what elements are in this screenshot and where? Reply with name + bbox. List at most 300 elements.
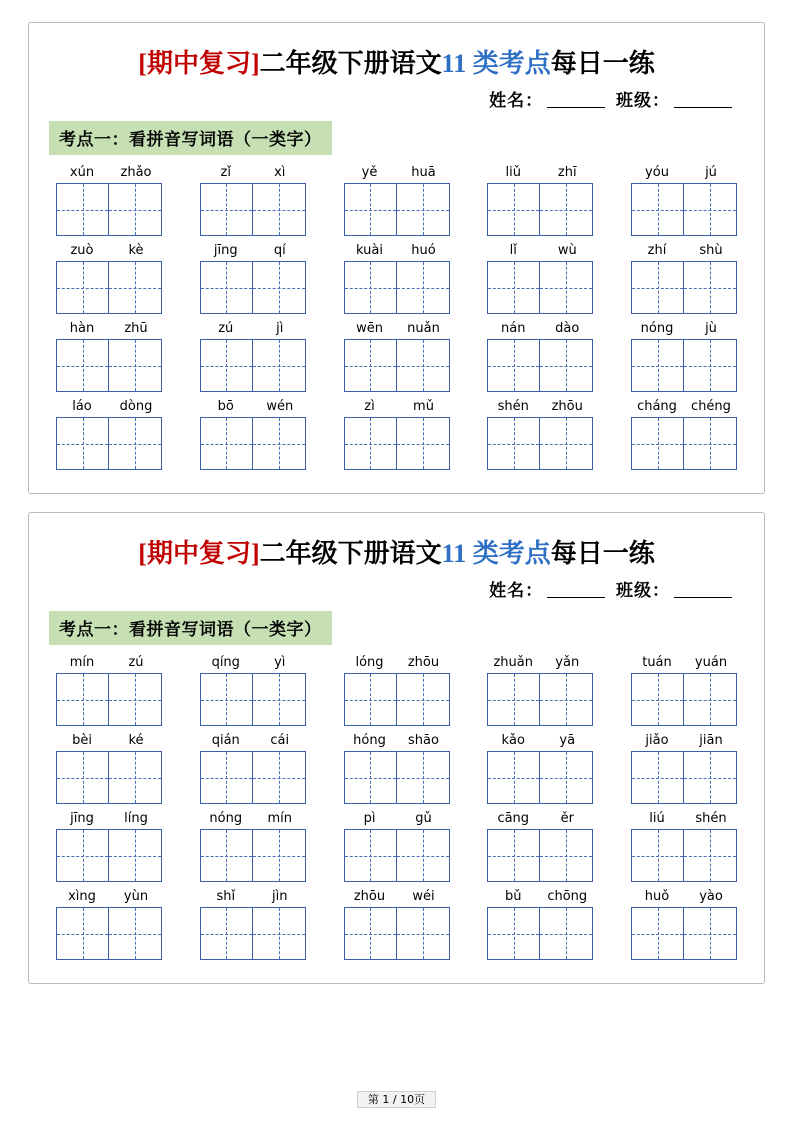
writing-boxes[interactable] [631,907,737,960]
writing-boxes[interactable] [200,751,306,804]
pinyin-syllable: yùn [123,889,149,904]
word-group [199,165,307,236]
tianzige-cell[interactable] [397,829,450,882]
student-info-row-1 [47,86,736,111]
pinyin-row [47,733,746,804]
tianzige-cell[interactable] [56,417,109,470]
writing-boxes[interactable] [487,751,593,804]
tianzige-cell[interactable] [540,907,593,960]
pinyin-syllable: liú [649,811,665,826]
pinyin-syllable: xì [274,165,286,180]
word-group [630,321,738,392]
tianzige-cell[interactable] [397,751,450,804]
pinyin-syllable: zhōu [551,399,583,414]
pinyin-pair [486,733,594,751]
tianzige-cell[interactable] [253,751,306,804]
pinyin-syllable: nóng [209,811,243,826]
pinyin-pair [199,321,307,339]
pinyin-syllable: zhōu [407,655,440,670]
pinyin-pair [199,243,307,261]
tianzige-cell[interactable] [109,261,162,314]
pinyin-syllable: zhuǎn [493,655,533,670]
title-main-second: 每日一练 [550,539,655,569]
tianzige-cell[interactable] [684,751,737,804]
tianzige-cell[interactable] [540,339,593,392]
writing-boxes[interactable] [631,751,737,804]
pinyin-syllable: jú [705,165,717,180]
tianzige-cell[interactable] [109,339,162,392]
tianzige-cell[interactable] [631,907,684,960]
writing-boxes[interactable] [200,673,306,726]
word-group [486,321,594,392]
pinyin-pair [199,733,307,751]
writing-boxes[interactable] [631,829,737,882]
pinyin-syllable: mín [267,811,292,826]
writing-boxes[interactable] [56,751,162,804]
tianzige-cell[interactable] [397,907,450,960]
word-group [199,321,307,392]
word-group [486,399,594,470]
word-group [199,399,307,470]
pinyin-syllable: nuǎn [407,321,440,336]
writing-boxes[interactable] [56,673,162,726]
tianzige-cell[interactable] [540,261,593,314]
pinyin-syllable: zǐ [220,165,231,180]
name-label: 姓名： [489,581,544,601]
page-title-1 [47,43,746,80]
tianzige-cell[interactable] [684,673,737,726]
pinyin-syllable: chōng [547,889,588,904]
writing-boxes[interactable] [344,829,450,882]
tianzige-cell[interactable] [487,907,540,960]
worksheet-sheet-2 [28,512,765,984]
pinyin-syllable: dào [555,321,580,336]
tianzige-cell[interactable] [397,339,450,392]
pinyin-syllable: cái [270,733,290,748]
pinyin-syllable: yě [361,165,378,180]
writing-boxes[interactable] [344,417,450,470]
word-group [343,321,451,392]
tianzige-cell[interactable] [253,673,306,726]
pinyin-row [47,811,746,882]
pinyin-syllable: wēn [356,321,383,336]
title-accent: 11 类考点 [441,49,551,78]
tianzige-cell[interactable] [684,829,737,882]
writing-boxes[interactable] [631,673,737,726]
tianzige-cell[interactable] [487,339,540,392]
word-group [199,889,307,960]
writing-boxes[interactable] [487,261,593,314]
pinyin-row [47,655,746,726]
word-group [199,811,307,882]
tianzige-cell[interactable] [56,183,109,236]
writing-boxes[interactable] [631,417,737,470]
tianzige-cell[interactable] [540,751,593,804]
pinyin-syllable: kǎo [501,733,525,748]
pinyin-syllable: zhǎo [120,165,152,180]
word-group [630,811,738,882]
pinyin-syllable: líng [124,811,148,826]
word-group [486,243,594,314]
name-input-blank[interactable] [547,597,605,598]
pinyin-syllable: shén [497,399,529,414]
writing-boxes[interactable] [200,183,306,236]
pinyin-pair [486,889,594,907]
title-main-first: 二年级下册语文 [259,49,442,79]
name-label: 姓名： [489,91,544,111]
tianzige-cell[interactable] [487,417,540,470]
tianzige-cell[interactable] [631,339,684,392]
pinyin-pair [199,165,307,183]
tianzige-cell[interactable] [397,417,450,470]
pinyin-pair [630,733,738,751]
pinyin-pair [199,399,307,417]
tianzige-cell[interactable] [200,261,253,314]
pinyin-pair [343,889,451,907]
class-label: 班级： [616,581,670,601]
tianzige-cell[interactable] [540,673,593,726]
writing-boxes[interactable] [631,261,737,314]
tianzige-cell[interactable] [540,183,593,236]
student-info-row-2 [47,576,736,601]
word-group [486,811,594,882]
pinyin-syllable: nán [501,321,526,336]
pinyin-pair [343,321,451,339]
writing-boxes[interactable] [200,339,306,392]
tianzige-cell[interactable] [397,673,450,726]
pinyin-pair [55,321,163,339]
writing-boxes[interactable] [56,261,162,314]
pinyin-syllable: liǔ [505,165,521,180]
tianzige-cell[interactable] [487,829,540,882]
pinyin-pair [55,889,163,907]
pinyin-syllable: wén [266,399,294,414]
tianzige-cell[interactable] [200,673,253,726]
section-heading-1: 考点一：看拼音写词语（一类字） [49,121,332,155]
page-number-label: 第 1 / 10页 [357,1091,436,1108]
writing-boxes[interactable] [56,183,162,236]
writing-boxes[interactable] [344,183,450,236]
pinyin-syllable: lǐ [509,243,517,258]
pinyin-syllable: yǎn [555,655,580,670]
pinyin-pair [55,165,163,183]
class-input-blank[interactable] [674,107,732,108]
pinyin-syllable: lóng [355,655,384,670]
writing-boxes[interactable] [487,829,593,882]
tianzige-cell[interactable] [56,339,109,392]
pinyin-syllable: láo [72,399,92,414]
pinyin-syllable: shén [695,811,727,826]
tianzige-cell[interactable] [684,183,737,236]
pinyin-pair [630,655,738,673]
pinyin-pair [199,655,307,673]
tianzige-cell[interactable] [684,339,737,392]
tianzige-cell[interactable] [487,261,540,314]
word-group [630,655,738,726]
tianzige-cell[interactable] [344,907,397,960]
pinyin-pair [55,399,163,417]
pinyin-syllable: jīng [70,811,94,826]
pinyin-pair [199,811,307,829]
writing-boxes[interactable] [200,261,306,314]
pinyin-row [47,243,746,314]
pinyin-syllable: huǒ [644,889,670,904]
tianzige-cell[interactable] [344,261,397,314]
pinyin-syllable: wéi [412,889,435,904]
pinyin-pair [486,243,594,261]
tianzige-cell[interactable] [253,339,306,392]
writing-boxes[interactable] [56,907,162,960]
word-group [55,811,163,882]
pinyin-syllable: kuài [356,243,383,258]
tianzige-cell[interactable] [631,751,684,804]
pinyin-syllable: zuò [70,243,94,258]
tianzige-cell[interactable] [56,907,109,960]
title-main-first: 二年级下册语文 [259,539,442,569]
writing-boxes[interactable] [631,339,737,392]
tianzige-cell[interactable] [631,261,684,314]
word-group [630,889,738,960]
pinyin-pair [55,655,163,673]
pinyin-syllable: shāo [408,733,439,748]
tianzige-cell[interactable] [631,417,684,470]
tianzige-cell[interactable] [344,751,397,804]
pinyin-syllable: gǔ [415,811,432,826]
pinyin-pair [630,243,738,261]
pinyin-syllable: shǐ [216,889,236,904]
pinyin-pair [55,811,163,829]
pinyin-syllable: zú [128,655,144,670]
pinyin-syllable: zhī [557,165,577,180]
pinyin-syllable: nóng [640,321,674,336]
tianzige-cell[interactable] [109,417,162,470]
tianzige-cell[interactable] [253,417,306,470]
tianzige-cell[interactable] [344,339,397,392]
pinyin-syllable: jīng [213,243,238,258]
pinyin-row [47,321,746,392]
word-group [55,655,163,726]
word-group [343,733,451,804]
tianzige-cell[interactable] [487,751,540,804]
pinyin-syllable: kè [128,243,144,258]
writing-boxes[interactable] [344,261,450,314]
tianzige-cell[interactable] [253,829,306,882]
pinyin-pair [343,811,451,829]
word-group [630,733,738,804]
tianzige-cell[interactable] [253,183,306,236]
tianzige-cell[interactable] [200,907,253,960]
word-group [486,733,594,804]
tianzige-cell[interactable] [200,183,253,236]
pinyin-syllable: hàn [69,321,95,336]
title-prefix: [期中复习] [138,49,260,78]
word-group [343,399,451,470]
tianzige-cell[interactable] [540,417,593,470]
word-group [486,889,594,960]
pinyin-syllable: jì [276,321,284,336]
pinyin-syllable: jù [705,321,717,336]
word-group [343,243,451,314]
tianzige-cell[interactable] [56,673,109,726]
pinyin-syllable: bǔ [505,889,522,904]
tianzige-cell[interactable] [631,183,684,236]
tianzige-cell[interactable] [540,829,593,882]
pinyin-pair [199,889,307,907]
tianzige-cell[interactable] [56,261,109,314]
page-title-2 [47,533,746,570]
pinyin-syllable: shù [699,243,723,258]
tianzige-cell[interactable] [56,751,109,804]
title-main-second: 每日一练 [550,49,655,79]
tianzige-cell[interactable] [631,829,684,882]
tianzige-cell[interactable] [200,417,253,470]
writing-boxes[interactable] [344,907,450,960]
word-group [343,655,451,726]
pinyin-pair [343,243,451,261]
pinyin-grid-2 [47,655,746,960]
pinyin-syllable: qián [211,733,240,748]
worksheet-sheet-1 [28,22,765,494]
writing-boxes[interactable] [631,183,737,236]
tianzige-cell[interactable] [344,829,397,882]
pinyin-syllable: bō [217,399,234,414]
pinyin-syllable: wù [557,243,577,258]
pinyin-syllable: yuán [694,655,728,670]
word-group [343,889,451,960]
pinyin-pair [343,399,451,417]
section-heading-2: 考点一：看拼音写词语（一类字） [49,611,332,645]
tianzige-cell[interactable] [109,673,162,726]
writing-boxes[interactable] [200,417,306,470]
writing-boxes[interactable] [344,673,450,726]
pinyin-row [47,889,746,960]
tianzige-cell[interactable] [684,417,737,470]
name-input-blank[interactable] [547,107,605,108]
pinyin-syllable: ěr [560,811,574,826]
tianzige-cell[interactable] [684,907,737,960]
writing-boxes[interactable] [487,907,593,960]
tianzige-cell[interactable] [487,183,540,236]
writing-boxes[interactable] [487,673,593,726]
pinyin-syllable: ké [128,733,144,748]
page-footer [0,1090,793,1108]
pinyin-syllable: tuán [642,655,672,670]
tianzige-cell[interactable] [109,829,162,882]
tianzige-cell[interactable] [344,673,397,726]
word-group [199,733,307,804]
pinyin-syllable: zhí [647,243,667,258]
tianzige-cell[interactable] [253,261,306,314]
pinyin-syllable: xún [69,165,95,180]
pinyin-pair [630,321,738,339]
pinyin-syllable: chéng [691,399,731,414]
pinyin-syllable: pì [363,811,376,826]
tianzige-cell[interactable] [397,183,450,236]
word-group [199,243,307,314]
writing-boxes[interactable] [344,751,450,804]
pinyin-syllable: jiān [699,733,723,748]
pinyin-row [47,399,746,470]
pinyin-pair [486,655,594,673]
tianzige-cell[interactable] [109,183,162,236]
pinyin-syllable: dòng [119,399,153,414]
word-group [55,733,163,804]
pinyin-syllable: zì [364,399,375,414]
pinyin-pair [343,733,451,751]
pinyin-syllable: zú [218,321,234,336]
writing-boxes[interactable] [487,183,593,236]
pinyin-syllable: yì [274,655,286,670]
class-label: 班级： [616,91,670,111]
pinyin-pair [343,655,451,673]
pinyin-pair [486,399,594,417]
tianzige-cell[interactable] [200,339,253,392]
pinyin-syllable: zhōu [353,889,386,904]
pinyin-syllable: yóu [645,165,669,180]
tianzige-cell[interactable] [109,907,162,960]
tianzige-cell[interactable] [200,751,253,804]
pinyin-pair [486,811,594,829]
word-group [55,165,163,236]
tianzige-cell[interactable] [344,183,397,236]
writing-boxes[interactable] [56,339,162,392]
pinyin-syllable: jìn [272,889,288,904]
writing-boxes[interactable] [200,829,306,882]
writing-boxes[interactable] [344,339,450,392]
writing-boxes[interactable] [200,907,306,960]
title-accent: 11 类考点 [441,539,551,568]
tianzige-cell[interactable] [56,829,109,882]
tianzige-cell[interactable] [253,907,306,960]
pinyin-syllable: xìng [68,889,96,904]
word-group [630,243,738,314]
pinyin-syllable: zhū [124,321,148,336]
pinyin-pair [486,165,594,183]
pinyin-pair [630,889,738,907]
word-group [343,811,451,882]
writing-boxes[interactable] [56,417,162,470]
pinyin-pair [55,733,163,751]
pinyin-row [47,165,746,236]
writing-boxes[interactable] [56,829,162,882]
class-input-blank[interactable] [674,597,732,598]
word-group [55,321,163,392]
word-group [55,889,163,960]
writing-boxes[interactable] [487,339,593,392]
word-group [486,655,594,726]
word-group [199,655,307,726]
word-group [55,243,163,314]
tianzige-cell[interactable] [109,751,162,804]
tianzige-cell[interactable] [397,261,450,314]
pinyin-syllable: huā [411,165,436,180]
pinyin-syllable: bèi [72,733,92,748]
tianzige-cell[interactable] [200,829,253,882]
pinyin-pair [343,165,451,183]
tianzige-cell[interactable] [631,673,684,726]
writing-boxes[interactable] [487,417,593,470]
tianzige-cell[interactable] [487,673,540,726]
pinyin-syllable: qí [273,243,286,258]
pinyin-syllable: hóng [353,733,386,748]
word-group [486,165,594,236]
title-prefix: [期中复习] [138,539,260,568]
tianzige-cell[interactable] [344,417,397,470]
tianzige-cell[interactable] [684,261,737,314]
pinyin-pair [486,321,594,339]
pinyin-syllable: huó [411,243,436,258]
pinyin-pair [55,243,163,261]
